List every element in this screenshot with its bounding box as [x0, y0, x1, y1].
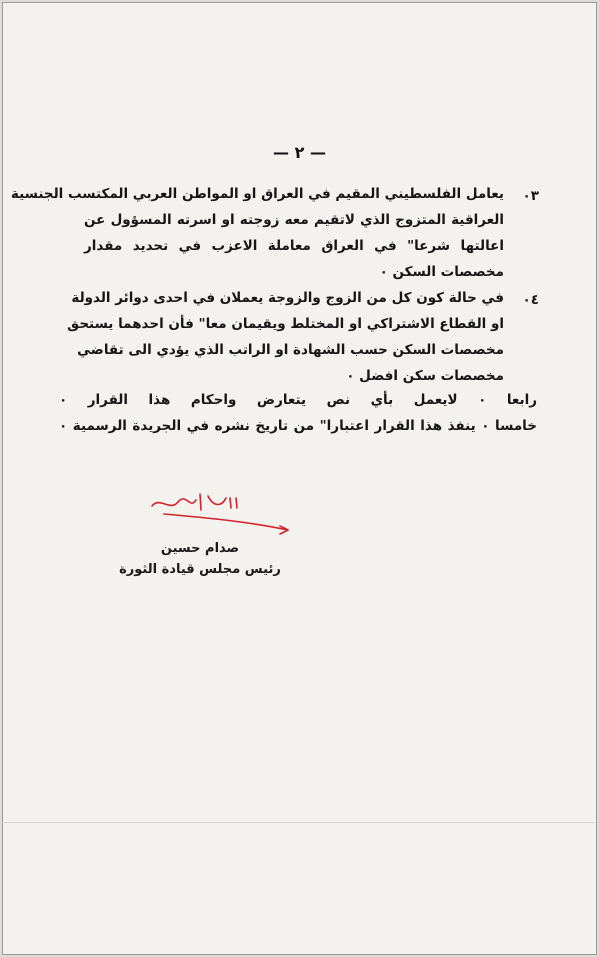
item-number: ٠٤: [522, 292, 539, 308]
page-number: — ٢ —: [273, 143, 326, 162]
paragraph-line: يعامل الفلسطيني المقيم في العراق او المواطن العربي المكتسب الجنسية: [10, 186, 504, 202]
paragraph-line: مخصصات سكن افضل ٠: [346, 368, 504, 384]
paragraph-line: مخصصات السكن ٠: [379, 264, 504, 280]
page-fold-line: [2, 822, 595, 823]
clause-fifth: خامسا ٠ ينفذ هذا القرار اعتبارا" من تاريخ نشره في الجريدة الرسمية ٠: [59, 418, 537, 434]
item-paragraph: [67, 285, 504, 389]
paragraph-line: اعالتها شرعا" في العراق معاملة الاعزب في تحديد مقدار: [84, 238, 504, 254]
paragraph-line: في حالة كون كل من الزوج والزوجة يعملان في احدى دوائر الدولة: [71, 290, 504, 306]
signatory-name: صدام حسين: [160, 541, 240, 556]
paragraph-line: العراقية المتزوج الذي لاتقيم معه زوجته او اسرته المسؤول عن: [84, 212, 504, 228]
paragraph-line: او القطاع الاشتراكي او المختلط ويقيمان معا" فأن احدهما يستحق: [67, 316, 504, 332]
clause-fourth: رابعا ٠ لايعمل بأي نص يتعارض واحكام هذا القرار ٠: [59, 392, 537, 408]
paragraph-line: مخصصات السكن حسب الشهادة او الراتب الذي يؤدي الى تقاضي: [77, 342, 504, 358]
item-paragraph: [10, 181, 504, 285]
item-number: ٠٣: [522, 188, 539, 204]
signatory-title: رئيس مجلس قيادة الثورة: [119, 562, 281, 577]
handwritten-signature: [130, 486, 300, 546]
